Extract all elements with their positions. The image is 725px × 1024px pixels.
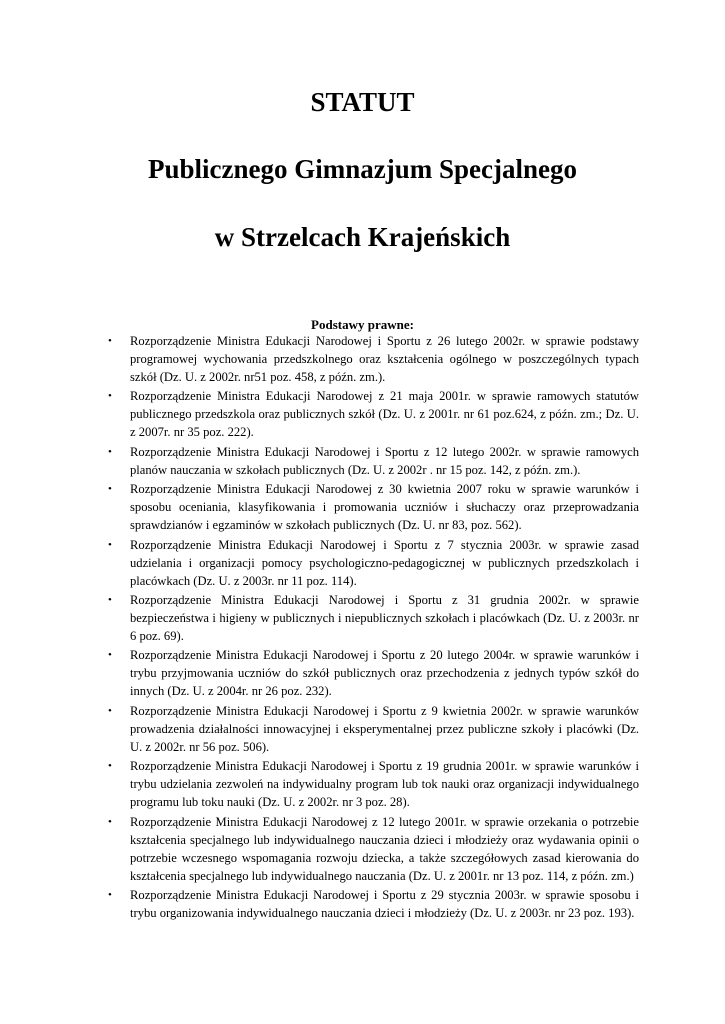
school-location-line: w Strzelcach Krajeńskich xyxy=(214,222,511,252)
list-item-text: Rozporządzenie Ministra Edukacji Narodowej i Sportu z 29 stycznia 2003r. w sprawie sposobu i trybu organizowania indywidualnego nauczania dzieci i młodzieży (Dz. U. z 2003r. nr 23 poz. 193). xyxy=(130,887,639,920)
list-item-text: Rozporządzenie Ministra Edukacji Narodowej i Sportu z 7 stycznia 2003r. w sprawie zasad udzielania i organizacji pomocy psychologiczno-pedagogicznej w publicznych przedszkolach i placówkach (Dz. U. z 2003r. nr 11 poz. 114). xyxy=(130,537,639,588)
list-item-text: Rozporządzenie Ministra Edukacji Narodowej i Sportu z 26 lutego 2002r. w sprawie podstawy programowej wychowania przedszkolnego oraz kształcenia ogólnego w poszczególnych typach szkół (Dz. U. z 2002r. nr51 poz. 458, z późn. zm.). xyxy=(130,334,639,384)
list-item-text: Rozporządzenie Ministra Edukacji Narodowej z 30 kwietnia 2007 roku w sprawie warunków i sposobu oceniania, klasyfikowania i promowania uczniów i słuchaczy oraz przeprowadzania sprawdzianów i egzaminów w szkołach publicznych (Dz. U. nr 83, poz. 562). xyxy=(130,482,639,533)
bullet-icon: • xyxy=(108,888,112,901)
list-item-text: Rozporządzenie Ministra Edukacji Narodowej i Sportu z 31 grudnia 2002r. w sprawie bezpieczeństwa i higieny w publicznych i niepublicznych szkołach i placówkach (Dz. U. z 2003r. nr 6 poz. 69). xyxy=(130,592,639,643)
school-name-line: Publicznego Gimnazjum Specjalnego xyxy=(148,154,577,184)
bullet-icon: • xyxy=(108,538,112,551)
document-title: STATUT xyxy=(310,87,415,117)
list-item-text: Rozporządzenie Ministra Edukacji Narodowej z 12 lutego 2001r. w sprawie orzekania o potrzebie kształcenia specjalnego lub indywidualnego nauczania dzieci i młodzieży oraz wydawania opinii o potrzebie wczesnego wspomagania rozwoju dziecka, a także szczegółowych zasad kierowania do kształcenia specjalnego lub indywidualnego nauczania (Dz. U. z 2001r. nr 13 poz. 114, z późn. zm.) xyxy=(130,814,639,883)
bullet-icon: • xyxy=(108,483,112,496)
list-item-text: Rozporządzenie Ministra Edukacji Narodowej i Sportu z 20 lutego 2004r. w sprawie warunków i trybu przyjmowania uczniów do szkół publicznych oraz przechodzenia z jednych typów szkół do innych (Dz. U. z 2004r. nr 26 poz. 232). xyxy=(130,648,639,699)
list-item-text: Rozporządzenie Ministra Edukacji Narodowej i Sportu z 9 kwietnia 2002r. w sprawie warunków prowadzenia działalności innowacyjnej i eksperymentalnej przez publiczne szkoły i placówki (Dz. U. z 2002r. nr 56 poz. 506). xyxy=(130,703,639,754)
list-item xyxy=(108,591,639,645)
bullet-icon: • xyxy=(108,649,112,662)
list-item xyxy=(108,646,639,700)
list-item-text: Rozporządzenie Ministra Edukacji Narodowej i Sportu z 19 grudnia 2001r. w sprawie warunków i trybu udzielania zezwoleń na indywidualny program lub tok nauki oraz organizacji indywidualnego programu lub toku nauki (Dz. U. z 2002r. nr 3 poz. 28). xyxy=(130,759,639,810)
list-item xyxy=(108,332,639,386)
bullet-icon: • xyxy=(108,815,112,828)
bullet-icon: • xyxy=(108,760,112,773)
list-item xyxy=(108,443,639,479)
bullet-icon: • xyxy=(108,593,112,606)
list-item xyxy=(108,702,639,756)
list-item xyxy=(108,757,639,811)
bullet-icon: • xyxy=(108,335,112,347)
list-item xyxy=(108,813,639,885)
bullet-icon: • xyxy=(108,445,112,458)
list-item xyxy=(108,387,639,441)
list-item xyxy=(108,480,639,534)
list-item-text: Rozporządzenie Ministra Edukacji Narodowej z 21 maja 2001r. w sprawie ramowych statutów publicznego przedszkola oraz publicznych szkół (Dz. U. z 2001r. nr 61 poz.624, z późn. zm.; Dz. U. z 2007r. nr 35 poz. 222). xyxy=(130,389,639,440)
legal-basis-heading: Podstawy prawne: xyxy=(311,317,414,332)
list-item xyxy=(108,886,639,922)
legal-basis-list xyxy=(108,332,639,923)
list-item xyxy=(108,536,639,590)
bullet-icon: • xyxy=(108,390,112,403)
bullet-icon: • xyxy=(108,704,112,717)
list-item-text: Rozporządzenie Ministra Edukacji Narodowej i Sportu z 12 lutego 2002r. w sprawie ramowych planów nauczania w szkołach publicznych (Dz. U. z 2002r . nr 15 poz. 142, z późn. zm.). xyxy=(130,444,639,477)
